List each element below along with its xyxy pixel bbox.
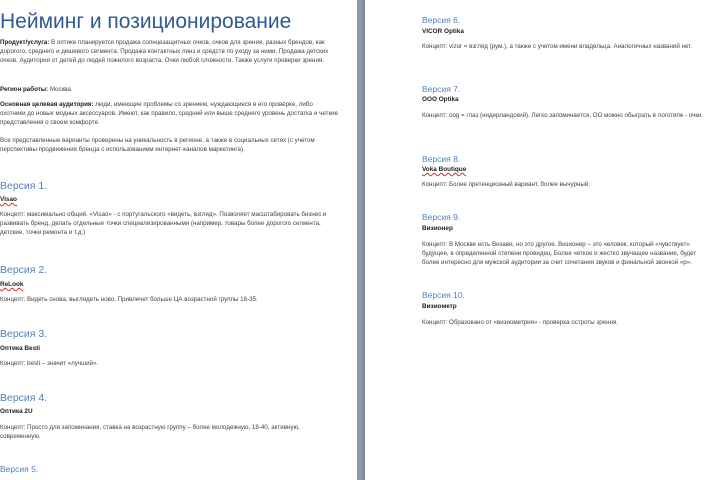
version-heading: Версия 1. [0,180,48,192]
product-label: Продукт/услуга: [0,39,50,46]
version-heading: Версия 4. [0,392,48,404]
version-heading: Версия 10. [422,290,465,300]
version-name: ReLook [0,281,24,288]
version-concept: Концепт: Более претенциозный вариант, более вычурный. [422,181,590,188]
version-heading: Версия 8. [422,154,461,164]
version-name: Visao [0,196,17,203]
version-name: Оптика 2U [0,408,33,415]
version-concept: Концепт: Видеть снова, выглядеть ново. Привлечет больше ЦА возрастной группы 18-35. [0,296,258,303]
region-value: Москва [49,86,71,93]
version-name: ООО Optika [422,96,459,103]
product-paragraph [0,38,340,65]
region-paragraph [0,85,340,94]
version-name: Оптика Besti [0,345,41,352]
version-concept: Концепт: Образовано от «визиометрия» - проверка остроты зрения. [422,319,619,326]
version-heading: Версия 9. [422,212,461,222]
product-text: В оптике планируется продажа солнцезащитных очков, очков для зрения, разных брендов, как дорогого, среднего и дешевого сегмента. Продажа контактных линз и средств по уходу за ними. Продажа детских очков. Аудитория от детей до людей пожилого возраста. Очки любой сложности. Также услуги проверки зрения. [0,39,329,64]
version-name: Визиометр [422,303,457,310]
version-concept: Концепт: oog = глаз (нидерландский). Легко запоминается, ОО можно обыграть в логотипе - очки. [422,112,704,119]
version-name: Voka Boutique [422,166,467,173]
region-label: Регион работы: [0,86,49,93]
version-concept: Концепт: vizor = взгляд (рум.), а также с учетом имени владельца. Аналогичных названий нет. [422,43,693,50]
version-concept: Концепт: В Москве есть Визави, но это другое. Визионер – это человек, который «чувствует» будущее, в определенной степени провидец. Более четкое и жестко звучащее название, будет более интересно для мужской аудитории за счет сочетания звуков и финальной звонкой «р». [422,241,697,266]
note-paragraph: Все представленные варианты проверены на уникальность в регионе, а также в социальных сетях (с учетом перспективы продвижения бренда с использованием интернет-каналов маркетинга). [0,137,315,153]
version-heading: Версия 5. [0,464,39,474]
document-page-right [365,0,720,480]
version-heading: Версия 3. [0,328,48,340]
audience-paragraph [0,100,340,127]
page-gutter [357,0,365,480]
document-page-left [0,0,357,480]
version-name: VICOR Optika [422,28,464,35]
version-heading: Версия 7. [422,84,461,94]
version-concept: Концепт: besti – значит «лучший». [0,360,99,367]
version-heading: Версия 6. [422,15,461,25]
audience-label: Основная целевая аудитория: [0,101,94,108]
version-name: Визионер [422,225,453,232]
version-concept: Концепт: максимально общий. «Visao» - с португальского «видеть, взгляд». Позволяет масштабировать бизнес и развивать бренд, делать отдельные точки специализированными (например, товары более дорогого сегмента, детские, точки ремонта и т.д.) [0,211,327,236]
version-heading: Версия 2. [0,264,48,276]
version-concept: Концепт: Просто для запоминания, ставка на возрастную группу – более молодежную, 18-40, активную, современную. [0,424,300,440]
document-title: Нейминг и позиционирование [0,10,292,33]
audience-text: люди, имеющие проблемы со зрением, нуждающиеся в его проверке, либо охотники до новых модных аксессуаров. Имеют, как правило, средний или выше среднего уровень достатка и четкие представления о своем комфорте. [0,101,339,126]
